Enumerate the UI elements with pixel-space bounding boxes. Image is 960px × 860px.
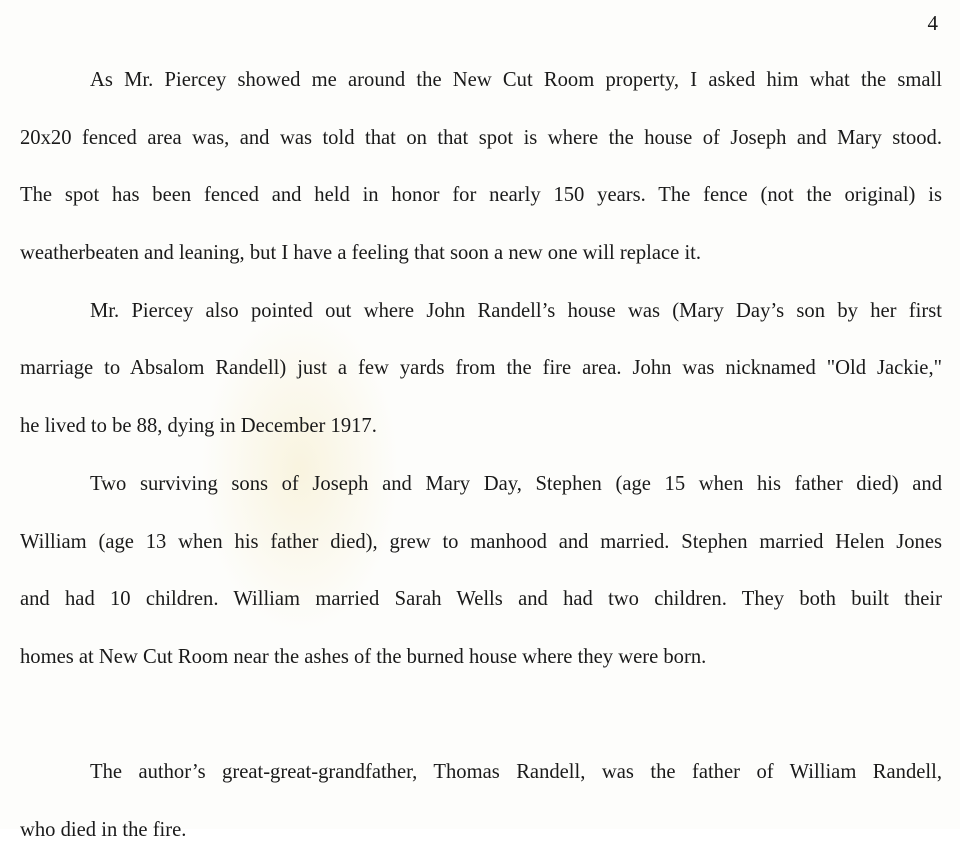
paragraph-3 bbox=[20, 456, 942, 687]
text-line: he lived to be 88, dying in December 1917. bbox=[20, 415, 377, 438]
text-line: homes at New Cut Room near the ashes of the burned house where they were born. bbox=[20, 645, 707, 668]
text-line: Mr. Piercey also pointed out where John Randell’s house was (Mary Day’s son by her first bbox=[90, 299, 942, 322]
paragraph-2 bbox=[20, 283, 942, 456]
text-line: marriage to Absalom Randell) just a few yards from the fire area. John was nicknamed "Old Jackie," bbox=[20, 357, 942, 380]
text-line: who died in the fire. bbox=[20, 818, 187, 841]
page-number: 4 bbox=[927, 11, 938, 35]
text-line: The spot has been fenced and held in honor for nearly 150 years. The fence (not the original) is bbox=[20, 184, 942, 207]
text-line: and had 10 children. William married Sarah Wells and had two children. They both built their bbox=[20, 588, 942, 611]
paragraph-1 bbox=[20, 52, 942, 283]
text-line: The author’s great-great-grandfather, Thomas Randell, was the father of William Randell, bbox=[90, 761, 942, 784]
paragraph-gap bbox=[20, 687, 942, 745]
text-line: As Mr. Piercey showed me around the New Cut Room property, I asked him what the small bbox=[90, 69, 942, 91]
text-line: weatherbeaten and leaning, but I have a feeling that soon a new one will replace it. bbox=[20, 242, 702, 265]
text-line: 20x20 fenced area was, and was told that on that spot is where the house of Joseph and Mary stood. bbox=[20, 126, 942, 149]
text-line: Two surviving sons of Joseph and Mary Day, Stephen (age 15 when his father died) and bbox=[90, 472, 942, 495]
paragraph-4 bbox=[20, 744, 942, 859]
document-body bbox=[20, 52, 942, 860]
text-line: William (age 13 when his father died), grew to manhood and married. Stephen married Helen Jones bbox=[20, 530, 942, 553]
